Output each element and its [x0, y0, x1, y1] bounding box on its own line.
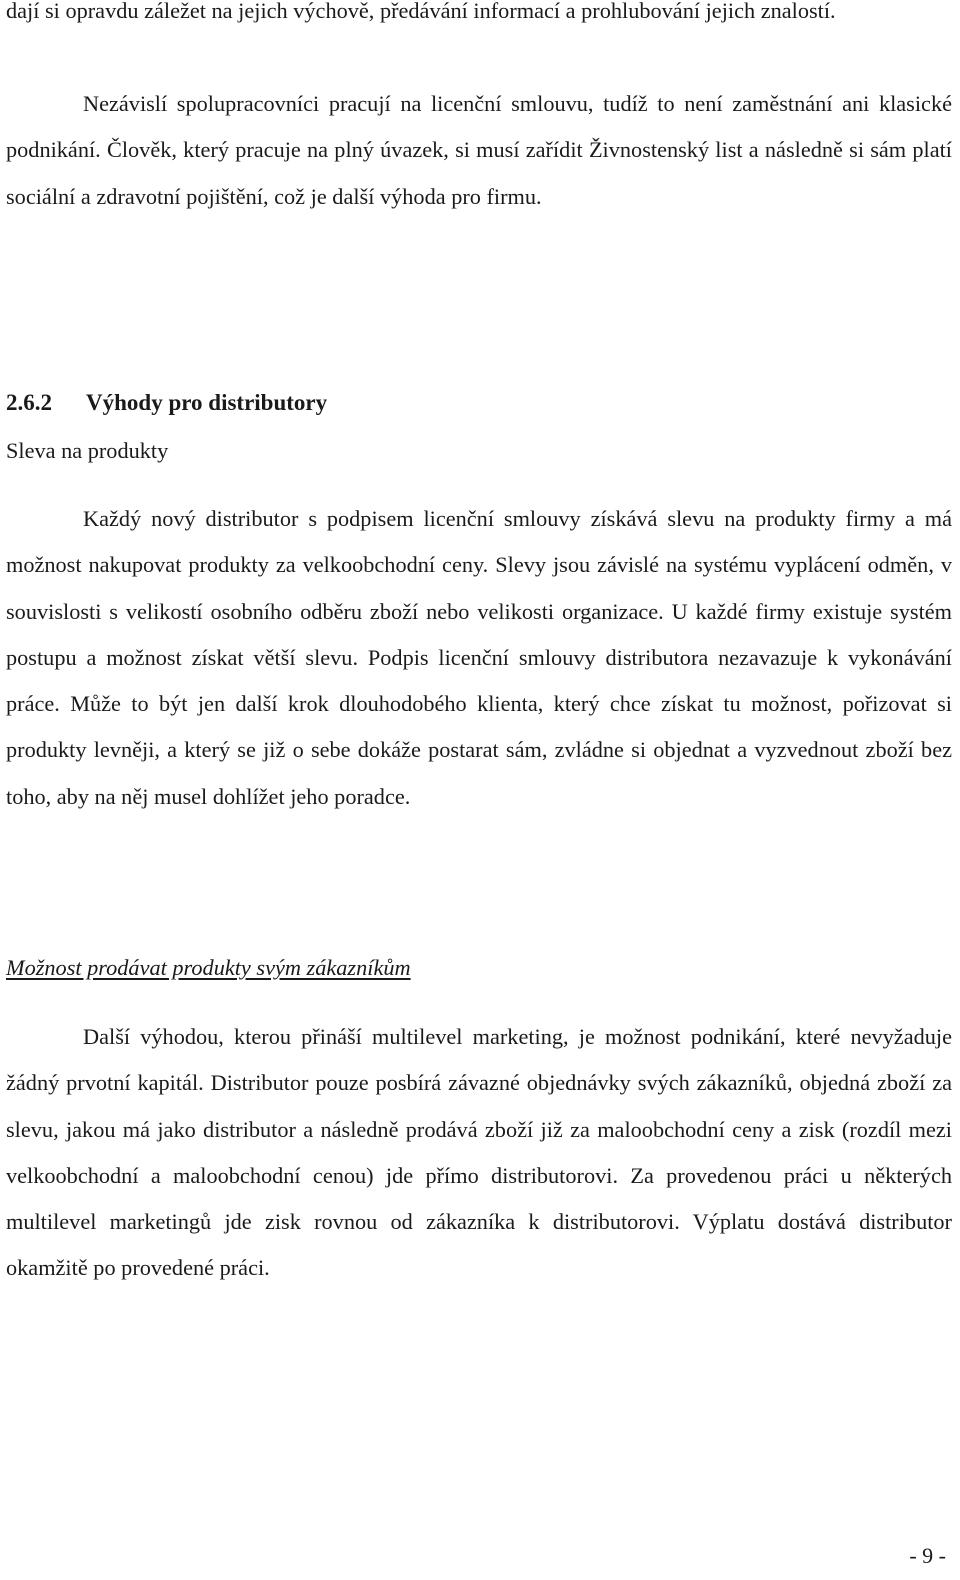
subheading-selling: Možnost prodávat produkty svým zákazníkům: [6, 955, 411, 980]
document-page: [6, 0, 952, 1580]
paragraph-discount: Každý nový distributor s podpisem licenční smlouvy získává slevu na produkty firmy a má možnost nakupovat produkty za velkoobchodní ceny. Slevy jsou závislé na systému vyplácení odměn, v souvislosti s velikostí osobního odběru zboží nebo velikosti organizace. U každé firmy existuje systém postupu a možnost získat větší slevu. Podpis licenční smlouvy distributora nezavazuje k vykonávání práce. Může to být jen další krok dlouhodobého klienta, který chce získat tu možnost, pořizovat si produkty levněji, a který se již o sebe dokáže postarat sám, zvládne si objednat a vyzvednout zboží bez toho, aby na něj musel dohlížet jeho poradce.: [6, 506, 952, 809]
section-title: Výhody pro distributory: [86, 390, 328, 415]
page-number: - 9 -: [909, 1543, 946, 1568]
paragraph-continuation: dají si opravdu záležet na jejich výchově, předávání informací a prohlubování jejich znalostí.: [6, 0, 836, 23]
subheading-discount: Sleva na produkty: [6, 438, 169, 463]
section-heading: [6, 385, 327, 421]
paragraph-selling: Další výhodou, kterou přináší multilevel marketing, je možnost podnikání, které nevyžaduje žádný prvotní kapitál. Distributor pouze posbírá závazné objednávky svých zákazníků, objedná zboží za slevu, jakou má jako distributor a následně prodává zboží již za maloobchodní ceny a zisk (rozdíl mezi velkoobchodní a maloobchodní cenou) jde přímo distributorovi. Za provedenou práci u některých multilevel marketingů jde zisk rovnou od zákazníka k distributorovi. Výplatu dostává distributor okamžitě po provedené práci.: [6, 1024, 952, 1281]
paragraph-independent-collaborators: Nezávislí spolupracovníci pracují na licenční smlouvu, tudíž to není zaměstnání ani klasické podnikání. Člověk, který pracuje na plný úvazek, si musí zařídit Živnostenský list a následně si sám platí sociální a zdravotní pojištění, což je další výhoda pro firmu.: [6, 91, 952, 209]
section-number: 2.6.2: [6, 390, 52, 415]
